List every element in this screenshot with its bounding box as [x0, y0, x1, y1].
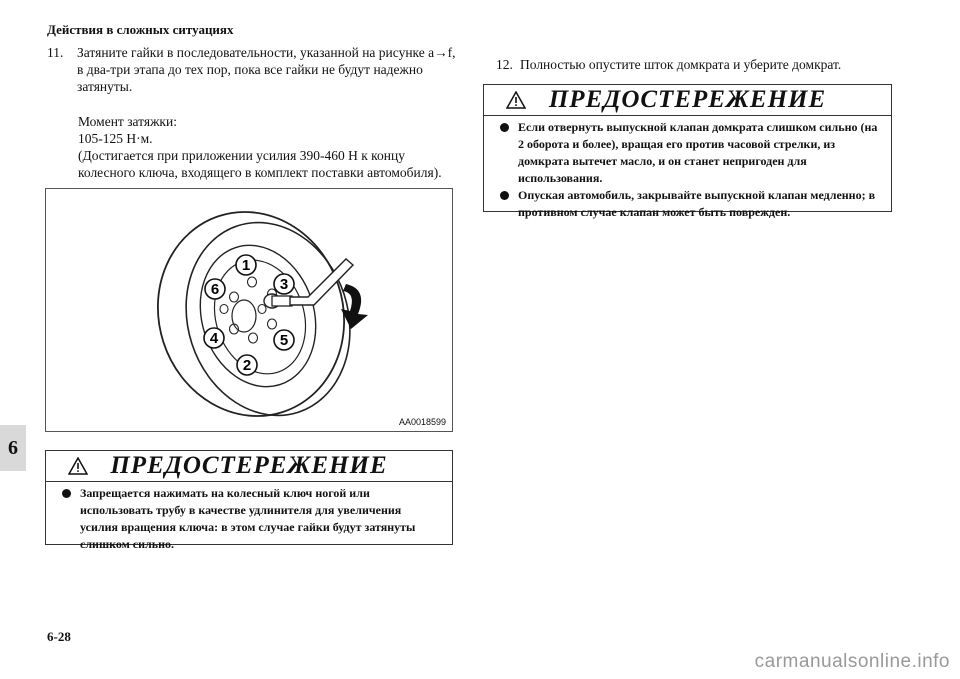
warning-item-text: Опуская автомобиль, закрывайте выпускной клапан медленно; в противном случае клапан может быть поврежден. — [518, 188, 876, 219]
torque-value: 105-125 Н·м. — [78, 131, 153, 146]
warning-header — [484, 85, 891, 116]
step-12-text: Полностью опустите шток домкрата и уберите домкрат. — [520, 57, 842, 72]
warning-item-text: Запрещается нажимать на колесный ключ ногой или использовать трубу в качестве удлинителя для увеличения усилия вращения ключа: в этом случае гайки будут затянуты слишком сильно. — [80, 486, 416, 551]
warning-item-text: Если отвернуть выпускной клапан домкрата слишком сильно (на 2 оборота и более), вращая его против часовой стрелки, из домкрата вытечет масло, и он станет непригоден для использования. — [518, 120, 878, 185]
step-12 — [496, 56, 896, 73]
step-12-number: 12. — [496, 57, 513, 72]
torque-label: Момент затяжки: — [78, 114, 177, 129]
step-11-text: Затяните гайки в последовательности, указанной на рисунке a→f, в два-три этапа до тех пор, пока все гайки не будут надежно затянуты. — [77, 45, 456, 94]
step-11 — [47, 44, 457, 95]
warning-body — [484, 116, 891, 227]
bullet-icon — [500, 191, 509, 200]
svg-text:2: 2 — [242, 357, 252, 374]
watermark: carmanualsonline.info — [754, 651, 950, 672]
torque-note: (Достигается при приложении усилия 390-460 Н к концу колесного ключа, входящего в комплект поставки автомобиля). — [78, 148, 442, 180]
bullet-icon — [62, 489, 71, 498]
warning-body — [46, 482, 452, 559]
warning-item — [56, 485, 442, 553]
torque-spec — [78, 113, 458, 181]
svg-text:3: 3 — [279, 276, 289, 293]
bullet-icon — [500, 123, 509, 132]
label-5 — [274, 330, 294, 350]
warning-box-right — [483, 84, 892, 219]
page-number: 6-28 — [47, 629, 71, 644]
label-2 — [237, 355, 257, 375]
svg-text:6: 6 — [210, 281, 220, 298]
chapter-tab: 6 — [0, 425, 26, 471]
warning-title: ПРЕДОСТЕРЕЖЕНИЕ — [548, 86, 827, 113]
warning-header — [46, 451, 452, 482]
warning-title: ПРЕДОСТЕРЕЖЕНИЕ — [110, 452, 388, 479]
svg-text:1: 1 — [241, 257, 251, 274]
warning-triangle-icon — [68, 457, 88, 475]
label-4 — [204, 328, 224, 348]
figure-id: AA0018599 — [398, 417, 446, 427]
section-header: Действия в сложных ситуациях — [47, 22, 234, 37]
label-1 — [236, 255, 256, 275]
label-6 — [205, 279, 225, 299]
warning-triangle-icon — [506, 91, 526, 109]
warning-item — [494, 119, 881, 187]
nut-sequence-labels — [46, 189, 452, 431]
label-3 — [274, 274, 294, 294]
step-11-number: 11. — [47, 45, 64, 60]
warning-item — [494, 187, 881, 221]
wheel-nut-figure — [45, 188, 453, 432]
warning-box-left — [45, 450, 453, 551]
svg-text:5: 5 — [279, 332, 289, 349]
svg-text:4: 4 — [209, 330, 219, 347]
